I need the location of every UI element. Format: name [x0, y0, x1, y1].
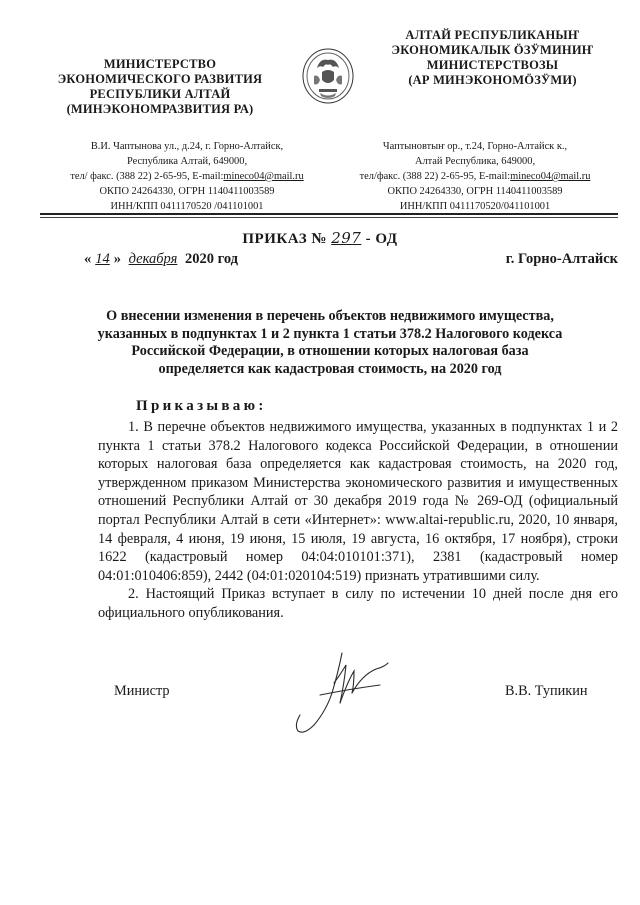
okpo-line: ОКПО 24264330, ОГРН 1140411003589	[387, 186, 563, 197]
order-title	[0, 229, 640, 248]
phone-text: тел/факс. (388 22) 2-65-95, E-mail:	[359, 171, 511, 182]
date-month: декабря	[128, 251, 178, 267]
order-city: г. Горно-Алтайск	[505, 251, 618, 267]
address-line-2: Алтай Республика, 649000,	[414, 156, 536, 167]
header-divider-thin	[40, 217, 618, 218]
order-date	[84, 251, 238, 268]
email-link[interactable]: mineco04@mail.ru	[223, 171, 304, 182]
contacts-altai	[330, 139, 620, 214]
email-link[interactable]: mineco04@mail.ru	[510, 171, 591, 182]
signatory-name: В.В. Тупикин	[505, 683, 588, 699]
order-title-suffix: - ОД	[365, 231, 398, 247]
inn-line: ИНН/КПП 0411170520 /041101001	[110, 201, 264, 212]
inn-line: ИНН/КПП 0411170520/041101001	[399, 201, 551, 212]
signatory-role: Министр	[114, 683, 170, 699]
header-alt-line-3: МИНИСТЕРСТВОЗЫ	[426, 58, 559, 72]
body-paragraph-1: 1. В перечне объектов недвижимого имущества, указанных в подпунктах 1 и 2 пункта 1 статьи 378.2 Налогового кодекса Российской Федерации, в отношении которых налоговая база определяется как кадастровая стоимость, на 2020 год, утвержденном приказом Министерства экономического развития и имущественных отношений Республики Алтай от 30 декабря 2019 года № 269-ОД (официальный портал Республики Алтай в сети «Интернет»: www.altai-republic.ru, 2020, 10 января, 14 февраля, 4 июня, 19 июня, 15 июля, 19 августа, 16 октября, 17 ноября), строки 1622 (кадастровый номер 04:04:010101:371), 2381 (кадастровый номер 04:01:010406:859), 2442 (04:01:020104:519) признать утратившими силу.	[98, 419, 618, 584]
order-body	[98, 418, 618, 623]
ministry-header-ru	[40, 57, 280, 117]
order-title-prefix: ПРИКАЗ №	[242, 231, 327, 247]
subject-line-4: определяется как кадастровая стоимость, на 2020 год	[158, 360, 502, 377]
order-number: 297	[331, 229, 362, 247]
date-day: 14	[95, 251, 110, 267]
phone-line	[42, 169, 332, 184]
date-year: 2020 год	[184, 251, 238, 267]
order-word: Приказываю:	[136, 398, 267, 414]
subject-line-2: указанных в подпунктах 1 и 2 пункта 1 статьи 378.2 Налогового кодекса	[97, 325, 563, 342]
header-alt-line-2: ЭКОНОМИКАЛЫК ӦЗӰМИНИҤ	[391, 43, 594, 57]
order-subject	[60, 308, 600, 378]
header-alt-line-4: (АР МИНЭКОНОМӦЗӰМИ)	[408, 73, 577, 87]
ministry-header-altai	[365, 28, 620, 88]
header-alt-line-1: АЛТАЙ РЕСПУБЛИКАНЫҤ	[405, 28, 580, 42]
coat-of-arms-icon	[300, 46, 356, 106]
address-line-1: В.И. Чаптынова ул., д.24, г. Горно-Алтайск,	[90, 141, 284, 152]
handwritten-signature-icon	[280, 645, 410, 740]
header-ru-line-3: РЕСПУБЛИКИ АЛТАЙ	[89, 87, 231, 101]
okpo-line: ОКПО 24264330, ОГРН 1140411003589	[99, 186, 275, 197]
header-ru-line-1: МИНИСТЕРСТВО	[103, 57, 217, 71]
date-quote-open: «	[84, 251, 92, 267]
header-ru-line-2: ЭКОНОМИЧЕСКОГО РАЗВИТИЯ	[57, 72, 263, 86]
body-paragraph-2: 2. Настоящий Приказ вступает в силу по истечении 10 дней после дня его официального опубликования.	[98, 586, 618, 621]
subject-line-1: О внесении изменения в перечень объектов недвижимого имущества,	[106, 308, 554, 324]
phone-text: тел/ факс. (388 22) 2-65-95, E-mail:	[70, 171, 224, 182]
header-ru-line-4: (МИНЭКОНОМРАЗВИТИЯ РА)	[66, 102, 254, 116]
phone-line	[330, 169, 620, 184]
contacts-ru	[42, 139, 332, 214]
address-line-2: Республика Алтай, 649000,	[126, 156, 248, 167]
header-divider	[40, 213, 618, 215]
address-line-1: Чаптыновтыҥ ор., т.24, Горно-Алтайск к.,	[382, 141, 568, 152]
date-quote-close: »	[113, 251, 121, 267]
subject-line-3: Российской Федерации, в отношении которых налоговая база	[131, 343, 529, 359]
